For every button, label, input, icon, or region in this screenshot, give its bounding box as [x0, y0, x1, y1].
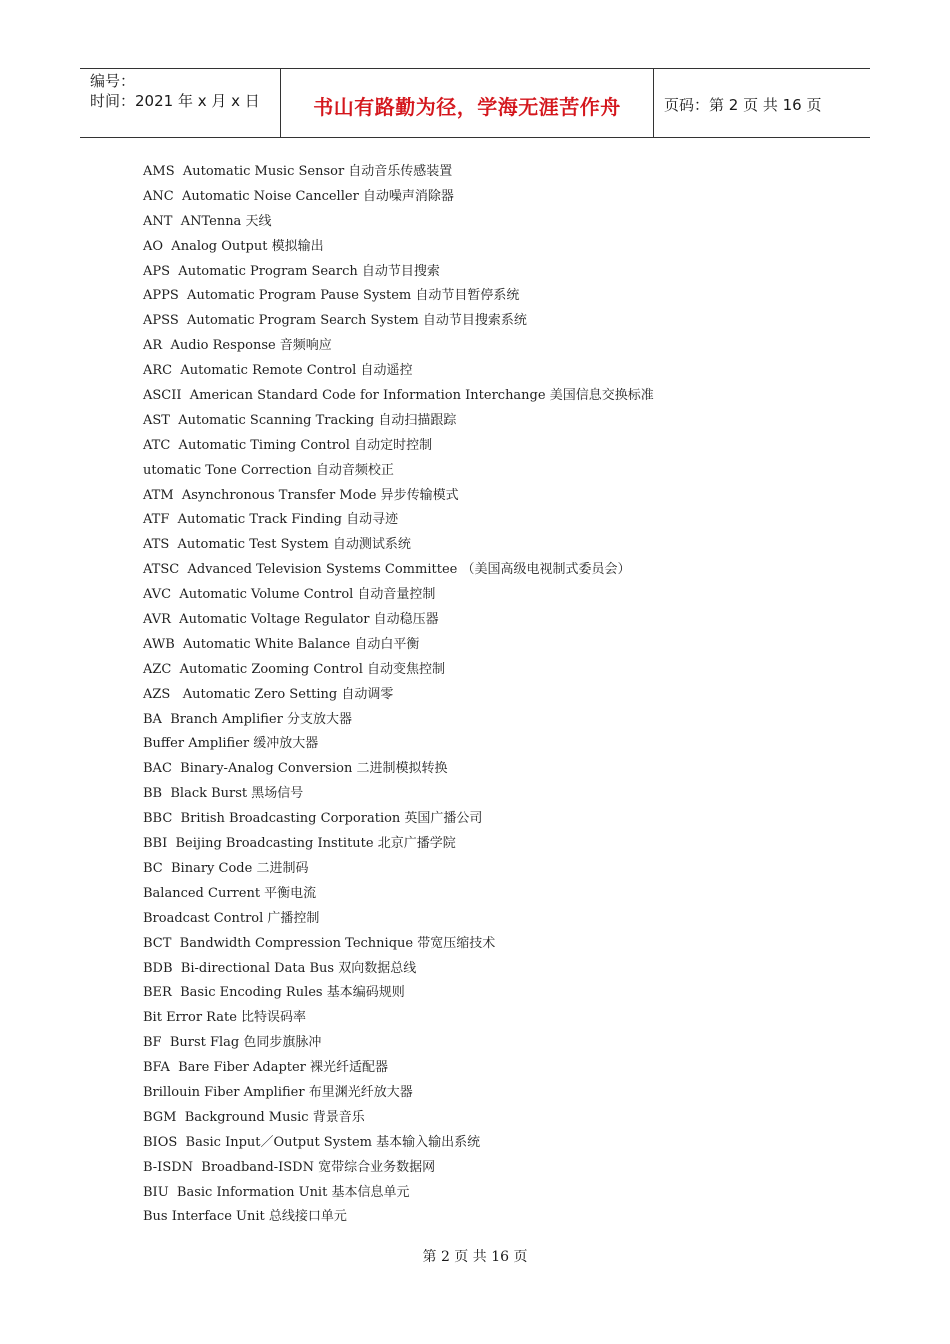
page-footer: 第 2 页 共 16 页 [422, 1249, 528, 1265]
glossary-entry: ATF Automatic Track Finding 自动寻迹 [143, 512, 399, 528]
glossary-entry: AMS Automatic Music Sensor 自动音乐传感装置 [143, 164, 453, 179]
page-header [80, 68, 870, 138]
glossary-entry: ATS Automatic Test System 自动测试系统 [143, 537, 411, 553]
glossary-entry: BDB Bi-directional Data Bus 双向数据总线 [143, 960, 417, 976]
glossary-entry: ANC Automatic Noise Canceller 自动噪声消除器 [143, 188, 454, 204]
glossary-entry: AVR Automatic Voltage Regulator 自动稳压器 [143, 612, 439, 628]
glossary-entry: AST Automatic Scanning Tracking 自动扫描跟踪 [143, 412, 457, 428]
glossary-entry: B-ISDN Broadband-ISDN 宽带综合业务数据网 [143, 1159, 436, 1175]
glossary-entry: ARC Automatic Remote Control 自动遥控 [143, 363, 413, 379]
glossary-entry: ANT ANTenna 天线 [143, 213, 272, 229]
glossary-entry: Bit Error Rate 比特误码率 [143, 1010, 307, 1026]
glossary-entry: Balanced Current 平衡电流 [143, 885, 317, 901]
header-page-cell [654, 69, 870, 137]
glossary-entry: Buffer Amplifier 缓冲放大器 [143, 736, 319, 752]
glossary-entry: BCT Bandwidth Compression Technique 带宽压缩技术 [143, 935, 496, 951]
glossary-entry: BC Binary Code 二进制码 [143, 860, 309, 876]
glossary-entry: BIOS Basic Input／Output System 基本输入输出系统 [143, 1134, 481, 1150]
glossary-entry: BER Basic Encoding Rules 基本编码规则 [143, 985, 405, 1001]
glossary-entry: BAC Binary-Analog Conversion 二进制模拟转换 [143, 761, 448, 777]
header-motto: 书山有路勤为径，学海无涯苦作舟 [313, 95, 621, 119]
glossary-entry: AZS Automatic Zero Setting 自动调零 [143, 686, 394, 702]
glossary-entry: ATSC Advanced Television Systems Committee （美国高级电视制式委员会） [143, 562, 631, 578]
glossary-entry: APSS Automatic Program Search System 自动节目搜索系统 [143, 313, 527, 329]
header-motto-cell [281, 69, 654, 137]
glossary-entry: BA Branch Amplifier 分支放大器 [143, 711, 352, 727]
glossary-entry: ASCII American Standard Code for Information Interchange 美国信息交换标准 [143, 388, 654, 404]
document-number-label: 编号： [90, 72, 136, 90]
glossary-entry: AVC Automatic Volume Control 自动音量控制 [143, 587, 436, 603]
glossary-list [143, 160, 843, 1230]
header-info-cell [80, 69, 281, 137]
glossary-entry: AO Analog Output 模拟输出 [143, 238, 324, 254]
glossary-entry: AZC Automatic Zooming Control 自动变焦控制 [143, 661, 446, 677]
document-time-label: 时间：2021 年 x 月 x 日 [90, 92, 260, 110]
glossary-entry: BBC British Broadcasting Corporation 英国广播公司 [143, 811, 483, 827]
glossary-entry: BB Black Burst 黑场信号 [143, 786, 304, 802]
glossary-entry: BFA Bare Fiber Adapter 裸光纤适配器 [143, 1060, 389, 1076]
header-page-number: 页码：第 2 页 共 16 页 [664, 96, 822, 114]
glossary-entry: AR Audio Response 音频响应 [143, 338, 332, 354]
glossary-entry: BGM Background Music 背景音乐 [143, 1109, 365, 1125]
glossary-entry: BBI Beijing Broadcasting Institute 北京广播学院 [143, 836, 456, 852]
glossary-entry: BIU Basic Information Unit 基本信息单元 [143, 1184, 410, 1200]
glossary-entry: AWB Automatic White Balance 自动白平衡 [143, 636, 420, 652]
glossary-entry: ATM Asynchronous Transfer Mode 异步传输模式 [143, 487, 459, 503]
glossary-entry: APPS Automatic Program Pause System 自动节目暂停系统 [143, 288, 520, 304]
glossary-entry: ATC Automatic Timing Control 自动定时控制 [143, 437, 433, 453]
glossary-entry: utomatic Tone Correction 自动音频校正 [143, 462, 394, 478]
glossary-entry: APS Automatic Program Search 自动节目搜索 [143, 263, 440, 279]
glossary-entry: Bus Interface Unit 总线接口单元 [143, 1209, 347, 1225]
glossary-entry: Broadcast Control 广播控制 [143, 910, 320, 926]
glossary-entry: BF Burst Flag 色同步旗脉冲 [143, 1035, 322, 1051]
glossary-entry: Brillouin Fiber Amplifier 布里渊光纤放大器 [143, 1084, 413, 1100]
